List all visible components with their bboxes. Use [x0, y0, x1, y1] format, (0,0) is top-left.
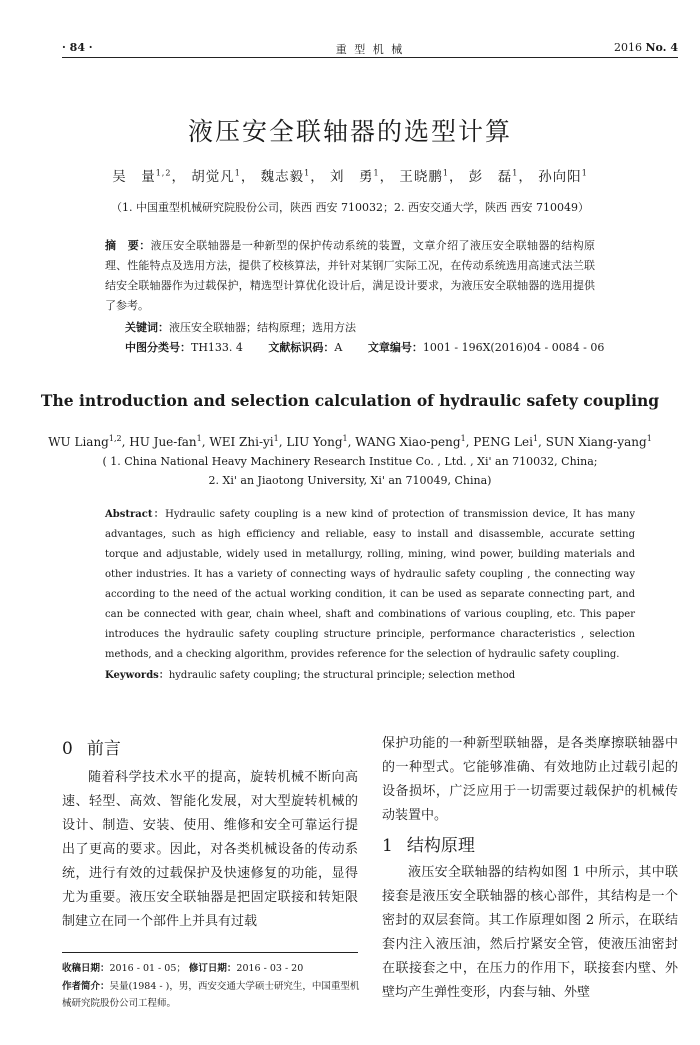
page-number: · 84 ·	[62, 41, 93, 54]
title-chinese: 液压安全联轴器的选型计算	[187, 117, 512, 146]
authors-chinese: 吴 量$^{1,2}$， 胡觉凡$^1$， 魏志毅$^1$， 刘 勇$^1$， 王晓鹏$^1$， 彭 磊$^1$， 孙向阳$^1$	[112, 168, 588, 185]
abstract-chinese: 摘 要：液压安全联轴器是一种新型的保护传动系统的装置，文章介绍了液压安全联轴器的结构原理、性能特点及选用方法，提供了校核算法，并针对某钢厂实际工况，在传动系统选用高速式法兰联结安全联轴器作为过载保护，精选型计算优化设计后，满足设计要求，为液压安全联轴器的选用提供了参考。	[105, 239, 596, 312]
section-1-paragraph: 液压安全联轴器的结构如图 1 中所示，其中联接套是液压安全联轴器的核心部件，其结构是一个密封的双层套筒。其工作原理如图 2 所示，在联结套内注入液压油，然后拧紧安全管，使液压油密封在联接套之中，在压力的作用下，联接套内壁、外壁均产生弹性变形，内套与轴、外壁	[382, 865, 678, 1000]
right-paragraph: 保护功能的一种新型联轴器，是各类摩擦联轴器中的一种型式。它能够准确、有效地防止过载引起的设备损坏，广泛应用于一切需要过载保护的机械传动装置中。	[382, 736, 678, 823]
affiliation-english-1: ( 1. China National Heavy Machinery Research Institue Co. , Ltd. , Xi' an 710032, China;	[102, 455, 598, 468]
issue-info: 2016 No. 4	[613, 41, 678, 54]
journal-name: 重 型 机 械	[335, 43, 405, 56]
footnote-dates: 收稿日期：2016 - 01 - 05； 修订日期：2016 - 03 - 20	[62, 963, 304, 974]
abstract-english: Abstract：Hydraulic safety coupling is a new kind of protection of transmission device, It has many advantages, such as high efficiency and reliable, easy to install and disassemble, accurate setting torque and adjustable, widely used in metallurgy, rolling, mining, wind power, building materials and other industries. It has a variety of connecting ways of hydraulic safety coupling , the connecting way according to the need of the actual working condition, it can be used as separate connecting part, and can be connected with gear, chain wheel, shaft and combinations of various coupling, etc. This paper introduces the hydraulic safety coupling structure principle, performance characteristics , selection methods, and a checking algorithm, provides reference for the selection of hydraulic safety coupling.	[105, 509, 635, 660]
keywords-english: Keywords：hydraulic safety coupling; the structural principle; selection method	[105, 670, 516, 681]
section-1-heading: 1 结构原理	[382, 836, 475, 856]
affiliation-english-2: 2. Xi' an Jiaotong University, Xi' an 710049, China)	[208, 474, 492, 487]
running-header	[62, 33, 678, 58]
title-english: The introduction and selection calculation of hydraulic safety coupling	[40, 391, 660, 410]
section-0-paragraph: 随着科学技术水平的提高，旋转机械不断向高速、轻型、高效、智能化发展，对大型旋转机械的设计、制造、安装、使用、维修和安全可靠运行提出了更高的要求。因此，对各类机械设备的传动系统，进行有效的过载保护及快速修复的功能，显得尤为重要。液压安全联轴器是把固定联接和转矩限制建立在同一个部件上并具有过载	[62, 770, 358, 929]
footnote-divider	[62, 952, 358, 953]
keywords-chinese: 关键词：液压安全联轴器；结构原理；选用方法	[125, 321, 356, 334]
section-0-heading: 0 前言	[62, 739, 121, 759]
footnote-author-bio: 作者简介：吴量(1984 - )，男，西安交通大学硕士研究生，中国重型机械研究院股份公司工程师。	[62, 981, 360, 1009]
affiliation-chinese: （1. 中国重型机械研究院股份公司，陕西 西安 710032；2. 西安交通大学，陕西 西安 710049）	[111, 201, 589, 214]
classification-line: 中图分类号：TH133. 4 文献标识码：A 文章编号：1001 - 196X(2016)04 - 0084 - 06	[125, 341, 605, 354]
authors-english: WU Liang$^{1,2}$, HU Jue-fan$^1$, WEI Zhi-$yi^1$, LIU Yong$^1$, WANG Xiao-peng$^1$, PENG Lei$^1$, SUN Xiang-yang$^1$	[48, 434, 652, 449]
